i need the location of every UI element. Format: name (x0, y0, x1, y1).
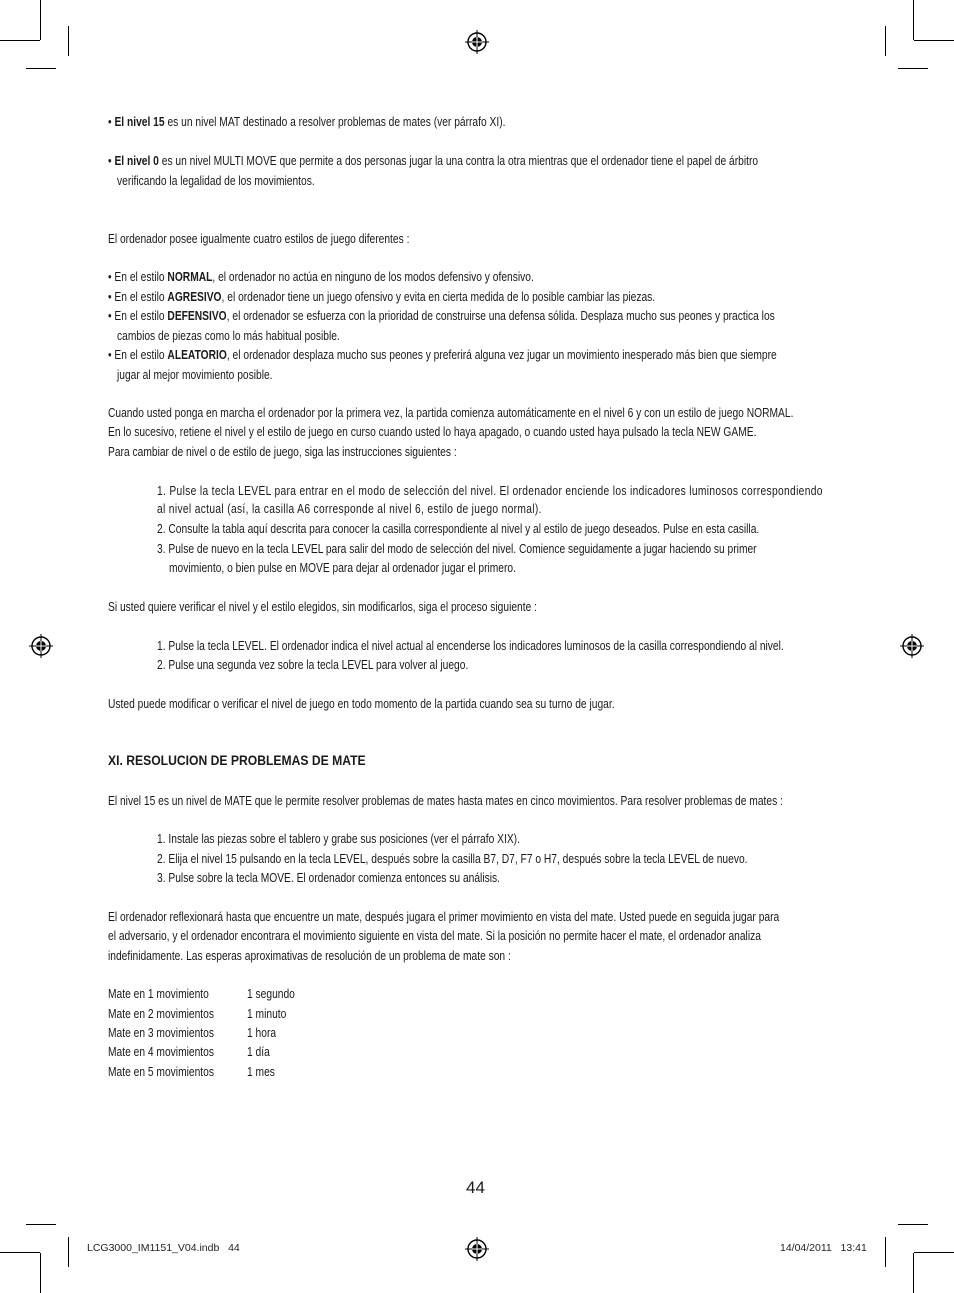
bold-term: DEFENSIVO (167, 309, 227, 323)
mate-table-time: 1 segundo (247, 987, 295, 1001)
registration-mark-icon (464, 1236, 490, 1262)
bold-term: El nivel 0 (114, 154, 159, 168)
style-normal (108, 268, 534, 288)
step-line: 2. Pulse una segunda vez sobre la tecla LEVEL para volver al juego. (157, 658, 469, 672)
bold-term: AGRESIVO (167, 290, 222, 304)
step-line: 3. Pulse de nuevo en la tecla LEVEL para salir del modo de selección del nivel. Comience seguidamente a jugar haciendo su primer (157, 542, 757, 556)
footer-file: LCG3000_IM1151_V04.indb 44 (87, 1242, 240, 1254)
verify-intro: Si usted quiere verificar el nivel y el estilo elegidos, sin modificarlos, siga el proceso siguiente : (108, 600, 538, 614)
style-aleatorio (108, 346, 777, 366)
style-text: , el ordenador se esfuerza con la prioridad de construirse una defensa sólida. Desplaza mucho sus peones y practica los (226, 309, 775, 323)
mate-table-time: 1 mes (247, 1065, 275, 1079)
step-line: 3. Pulse sobre la tecla MOVE. El ordenador comienza entonces su análisis. (157, 871, 500, 885)
crop-mark (913, 0, 914, 40)
bold-term: ALEATORIO (167, 348, 227, 362)
step-line: 1. Instale las piezas sobre el tablero y grabe sus posiciones (ver el párrafo XIX). (157, 832, 520, 846)
crop-mark (898, 68, 928, 69)
style-continuation: cambios de piezas como lo más habitual posible. (117, 329, 340, 343)
style-text: , el ordenador tiene un juego ofensivo y evita en cierta medida de lo posible cambiar las piezas. (221, 290, 656, 304)
crop-mark (26, 68, 56, 69)
crop-mark (913, 1253, 914, 1293)
bullet-text: es un nivel MAT destinado a resolver problemas de mates (ver párrafo XI). (164, 115, 506, 129)
section-intro: El nivel 15 es un nivel de MATE que le permite resolver problemas de mates hasta mates en cinco movimientos. Para resolver problemas de mates : (108, 794, 783, 808)
crop-mark (26, 1224, 56, 1225)
style-defensivo (108, 307, 775, 327)
crop-mark (885, 1237, 886, 1267)
step-line: 1. Pulse la tecla LEVEL. El ordenador indica el nivel actual al encenderse los indicadores luminosos de la casilla correspondiendo al nivel. (157, 639, 784, 653)
bullet-level-15: • El nivel 15 es un nivel MAT destinado a resolver problemas de mates (ver párrafo XI). (108, 115, 506, 129)
paragraph-line: El ordenador reflexionará hasta que encuentre un mate, después jugara el primer movimiento en vista del mate. Usted puede en seguida jugar para (108, 910, 780, 924)
mate-table-label: Mate en 4 movimientos (108, 1045, 214, 1059)
crop-mark (40, 1253, 41, 1293)
style-agresivo (108, 288, 655, 308)
registration-mark-icon (899, 633, 925, 659)
crop-mark (68, 1237, 69, 1267)
bullet-level-0: • El nivel 0 es un nivel MULTI MOVE que permite a dos personas jugar la una contra la otra mientras que el ordenador tiene el papel de árbitro (108, 154, 759, 168)
mate-table-label: Mate en 3 movimientos (108, 1026, 214, 1040)
bullet-continuation: verificando la legalidad de los movimientos. (117, 174, 315, 188)
page-number: 44 (466, 1178, 485, 1197)
registration-mark-icon (28, 633, 54, 659)
style-prefix: • En el estilo (108, 290, 168, 304)
crop-mark (914, 40, 954, 41)
crop-mark (40, 0, 41, 40)
paragraph-line: indefinidamente. Las esperas aproximativas de resolución de un problema de mate son : (108, 949, 511, 963)
mate-table-label: Mate en 1 movimiento (108, 987, 209, 1001)
mate-table-label: Mate en 2 movimientos (108, 1007, 214, 1021)
step-line: movimiento, o bien pulse en MOVE para dejar al ordenador jugar el primero. (169, 561, 516, 575)
step-line: 1. Pulse la tecla LEVEL para entrar en el modo de selección del nivel. El ordenador enciende los indicadores luminosos correspondiendo (157, 484, 823, 498)
style-prefix: • En el estilo (108, 270, 168, 284)
mate-table-time: 1 hora (247, 1026, 277, 1040)
step-line: 2. Elija el nivel 15 pulsando en la tecla LEVEL, después sobre la casilla B7, D7, F7 o H7, después sobre la tecla LEVEL de nuevo. (157, 852, 748, 866)
crop-mark (68, 26, 69, 56)
crop-mark (0, 1252, 40, 1253)
crop-mark (914, 1252, 954, 1253)
styles-intro: El ordenador posee igualmente cuatro estilos de juego diferentes : (108, 232, 410, 246)
paragraph-line: Para cambiar de nivel o de estilo de juego, siga las instrucciones siguientes : (108, 445, 457, 459)
style-text: , el ordenador no actúa en ninguno de los modos defensivo y ofensivo. (212, 270, 534, 284)
style-text: , el ordenador desplaza mucho sus peones y preferirá alguna vez jugar un movimiento inesperado más bien que siempre (226, 348, 777, 362)
mate-table-time: 1 día (247, 1045, 270, 1059)
mate-table-time: 1 minuto (247, 1007, 287, 1021)
registration-mark-icon (464, 29, 490, 55)
paragraph-line: En lo sucesivo, retiene el nivel y el estilo de juego en curso cuando usted lo haya apagado, o cuando usted haya pulsado la tecla NEW GAME. (108, 425, 757, 439)
bold-term: El nivel 15 (114, 115, 165, 129)
style-prefix: • En el estilo (108, 309, 168, 323)
section-title: XI. RESOLUCION DE PROBLEMAS DE MATE (108, 753, 366, 768)
crop-mark (898, 1224, 928, 1225)
style-prefix: • En el estilo (108, 348, 168, 362)
mate-table-label: Mate en 5 movimientos (108, 1065, 214, 1079)
crop-mark (0, 40, 40, 41)
step-line: al nivel actual (así, la casilla A6 corresponde al nivel 6, estilo de juego normal). (157, 502, 542, 516)
crop-mark (885, 26, 886, 56)
step-line: 2. Consulte la tabla aquí descrita para conocer la casilla correspondiente al nivel y al estilo de juego deseados. Pulse en esta casilla. (157, 522, 760, 536)
footer-date: 14/04/2011 13:41 (780, 1242, 867, 1254)
bold-term: NORMAL (167, 270, 213, 284)
paragraph-line: Cuando usted ponga en marcha el ordenador por la primera vez, la partida comienza automáticamente en el nivel 6 y con un estilo de juego NORMAL. (108, 406, 794, 420)
paragraph-line: el adversario, y el ordenador encontrara el movimiento siguiente en vista del mate. Si la posición no permite hacer el mate, el ordenador analiza (108, 929, 761, 943)
bullet-text: es un nivel MULTI MOVE que permite a dos personas jugar la una contra la otra mientras que el ordenador tiene el papel de árbitro (158, 154, 759, 168)
modify-note: Usted puede modificar o verificar el nivel de juego en todo momento de la partida cuando sea su turno de jugar. (108, 697, 615, 711)
style-continuation: jugar al mejor movimiento posible. (117, 368, 273, 382)
